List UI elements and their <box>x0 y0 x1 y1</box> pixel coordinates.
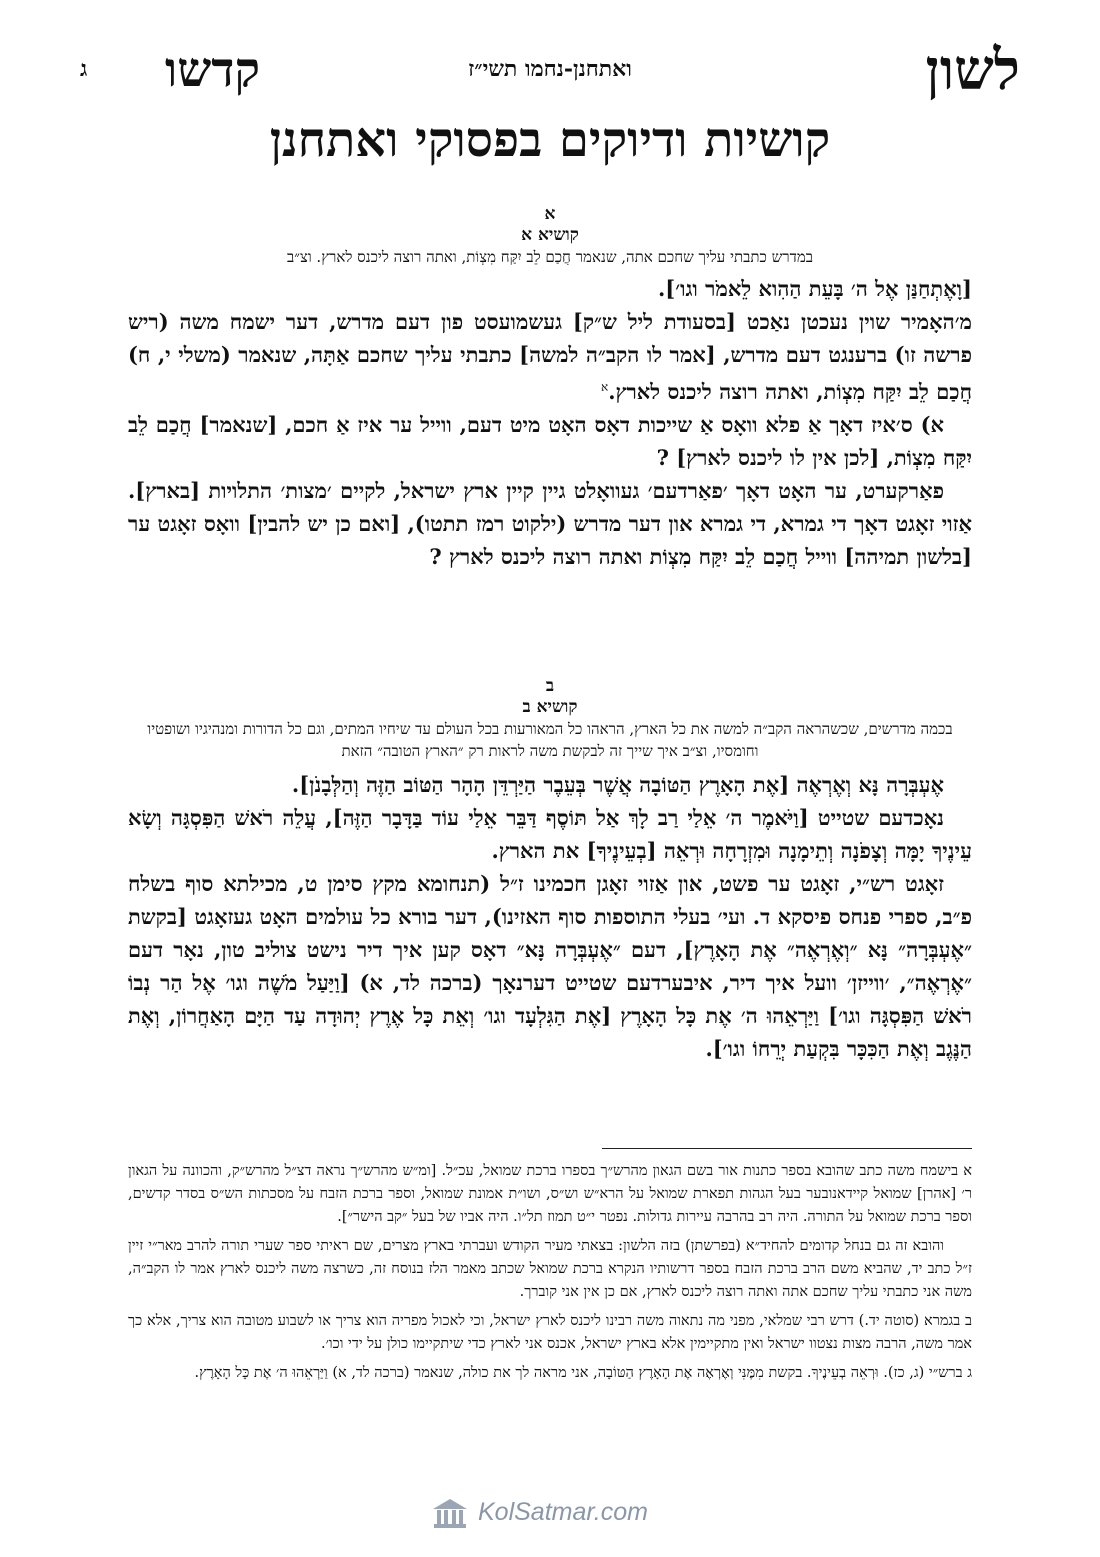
kolsatmar-logo-icon <box>430 1496 470 1532</box>
header-title-right: לשון <box>925 37 1020 103</box>
section-2-paragraph-1: נאָכדעם שטייט [וַיֹּאמֶר ה׳ אֵלַי רַב לָךְ אַל תּוֹסֶף דַּבֵּר אֵלַי עוֹד בַּדָּבָר הַזֶּה], עֲלֵה רֹאשׁ הַפִּסְגָּה וְשָׂא עֵינֶיךָ יָמָּה וְצָפֹנָה וְתֵימָנָה וּמִזְרָחָה וּרְאֵה [בְעֵינֶיךָ] את הארץ. <box>128 805 972 863</box>
page-number: ג <box>80 56 88 82</box>
footnote-marker-a: א <box>601 380 609 394</box>
section-1-paragraph-2: א) ס׳איז דאָך אַ פלא וואָס אַ שייכות דאָס האָט מיט דעם, ווייל ער איז אַ חכם, [שנאמר] חֲכַם לֵב יִקַּח מִצְוֹת, [לכן אין לו ליכנס לארץ] ? <box>128 412 972 470</box>
section-1-paragraph-3: פאַרקערט, ער האָט דאָך ׳פאַרדעם׳ געוואָלט גיין קיין ארץ ישראל, לקיים ׳מצות׳ התלויות [בארץ]. אַזוי זאָגט דאָך די גמרא, די גמרא און דער מדרש (ילקוט רמז תתטו), [ואם כן יש להבין] וואָס זאָגט ער [בלשון תמיהה] ווייל חֲכַם לֵב יִקַּח מִצְוֹת ואתה רוצה ליכנס לארץ ? <box>128 478 972 569</box>
section-2-intro: בכמה מדרשים, שכשהראה הקב״ה למשה את כל הארץ, הראהו כל המאורעות בכל העולם עד שיחיו המתים, וגם כל הדורות ומנהיגיו ושופטיו וחומסיו, וצ״ב איך שייך זה לבקשת משה לראות רק ״הארץ הטובה״ הזאת <box>147 720 953 760</box>
header-subtitle: ואתחנן-נחמו תשי״ז <box>468 56 632 82</box>
watermark-text: KolSatmar.com <box>478 1498 648 1526</box>
section-1-letter: א <box>544 204 556 224</box>
section-1-heading: קושיא א <box>521 225 579 245</box>
section-1 <box>128 204 972 573</box>
footnote-a-continued: והובא זה גם בנחל קדומים להחיד״א (בפרשתן) בזה הלשון: בצאתי מעיר הקודש ועברתי בארץ מצרים, שם ראיתי ספר שערי תורה להרב מאר״י זיין ז״ל כתב יד, שהביא משם הרב ברכת הזבח בספר דרשותיו הנקרא ברכת שמואל שכתב מאמר הלז בנוסח זה, כשרצה משה ליכנס לארץ אמר לו הקב״ה, משה אני כתבתי עליך שחכם אתה ואתה רוצה ליכנס לארץ, אם כן אין אני קוברך. <box>128 1238 972 1300</box>
footnotes <box>128 1160 972 1391</box>
watermark[interactable] <box>430 1494 670 1534</box>
section-2-letter: ב <box>545 676 555 696</box>
section-2 <box>128 676 972 1065</box>
footnote-a: א בישמח משה כתב שהובא בספר כתנות אור בשם הגאון מהרש״ך בספרו ברכת שמואל, עכ״ל. [ומ״ש מהרש״ך נראה דצ״ל מהרש״ק, והכוונה על הגאון ר׳ [אהרן] שמואל קיידאנובער בעל הגהות תפארת שמואל על הרא״ש וש״ס, ושו״ת אמונת שמואל, וספר ברכת הזבח על מסכתות הש״ס בסדר קדשים, וספר ברכת שמואל על התורה. היה רב בהרבה עיירות גדולות. נפטר י״ט תמוז תל״ו. היה אביו של בעל ״קב הישר״]. <box>128 1163 972 1225</box>
main-title: קושיות ודיוקים בפסוקי ואתחנן <box>269 112 831 168</box>
section-1-intro: במדרש כתבתי עליך שחכם אתה, שנאמר חֲכַם לֵב יִקַּח מִצְוֹת, ואתה רוצה ליכנס לארץ. וצ״ב <box>287 248 813 266</box>
footnote-b: ב בגמרא (סוטה יד.) דרש רבי שמלאי, מפני מה נתאוה משה רבינו ליכנס לארץ ישראל, וכי לאכול מפריה הוא צריך או לשבוע מטובה הוא צריך, אלא כך אמר משה, הרבה מצות נצטוו ישראל ואין מתקיימין אלא בארץ ישראל, אכנס אני לארץ כדי שיתקיימו כולן על ידי וכו׳. <box>128 1313 972 1352</box>
section-1-verse: [וָאֶתְחַנַּן אֶל ה׳ בָּעֵת הַהִוא לֵאמֹר וגו׳]. <box>658 276 972 301</box>
page-header <box>80 38 1020 108</box>
section-2-heading: קושיא ב <box>522 697 578 717</box>
section-1-paragraph-1 <box>128 305 972 408</box>
section-2-paragraph-2: זאָגט רש״י, זאָגט ער פשט, און אַזוי זאָגן חכמינו ז״ל (תנחומא מקץ סימן ט, מכילתא סוף בשלח פ״ב, ספרי פנחס פיסקא ד. ועי׳ בעלי התוספות סוף האזינו), דער בורא כל עולמים האָט געזאָגט [בקשת ״אֶעְבְּרָה״ נָּא ״וְאֶרְאֶה״ אֶת הָאָרֶץ], דעם ״אֶעְבְּרָה נָּא״ דאָס קען איך דיר נישט צוליב טון, נאָר דעם ״אֶרְאֶה״, ׳ווייזן׳ וועל איך דיר, איבערדעם שטייט דערנאָך (ברכה לד, א) [וַיַּעַל מֹשֶׁה וגו׳ אֶל הַר נְבוֹ רֹאשׁ הַפִּסְגָּה וגו׳] וַיַּרְאֵהוּ ה׳ אֶת כָּל הָאָרֶץ [אֶת הַגִּלְעָד וגו׳ וְאֵת כָּל אֶרֶץ יְהוּדָה עַד הַיָּם הָאַחֲרוֹן, וְאֶת הַנֶּגֶב וְאֶת הַכִּכָּר בִּקְעַת יְרֵחוֹ וגו׳]. <box>128 871 972 1061</box>
section-1-paragraph-1-text: מ׳האָמיר שוין נעכטן נאַכט [בסעודת ליל ש״ק] געשמועסט פון דעם מדרש, דער ישמח משה (ריש פרשה זו) ברענגט דעם מדרש, [אמר לו הקב״ה למשה] כתבתי עליך שחכם אַתָּה, שנאמר (משלי י, ח) חֲכַם לֵב יִקַּח מִצְוֹת, ואתה רוצה ליכנס לארץ. <box>128 309 972 404</box>
footnote-c: ג ברש״י (ג, כז). וּרְאֵה בְעֵינֶיךָ. בקשת מִמֶּנִּי וְאֶרְאֶה אֶת הָאָרֶץ הַטּוֹבָה, אני מראה לך את כולה, שנאמר (ברכה לד, א) וַיַּרְאֵהוּ ה׳ אֶת כָּל הָאָרֶץ. <box>194 1365 972 1381</box>
footnote-divider <box>602 1148 972 1149</box>
header-title-left: קדשו <box>165 42 261 98</box>
section-2-verse: אֶעְבְּרָה נָּא וְאֶרְאֶה [אֶת הָאָרֶץ הַטּוֹבָה אֲשֶׁר בְּעֵבֶר הַיַּרְדֵּן הָהָר הַטּוֹב הַזֶּה וְהַלְּבָנֹן]. <box>291 772 944 797</box>
